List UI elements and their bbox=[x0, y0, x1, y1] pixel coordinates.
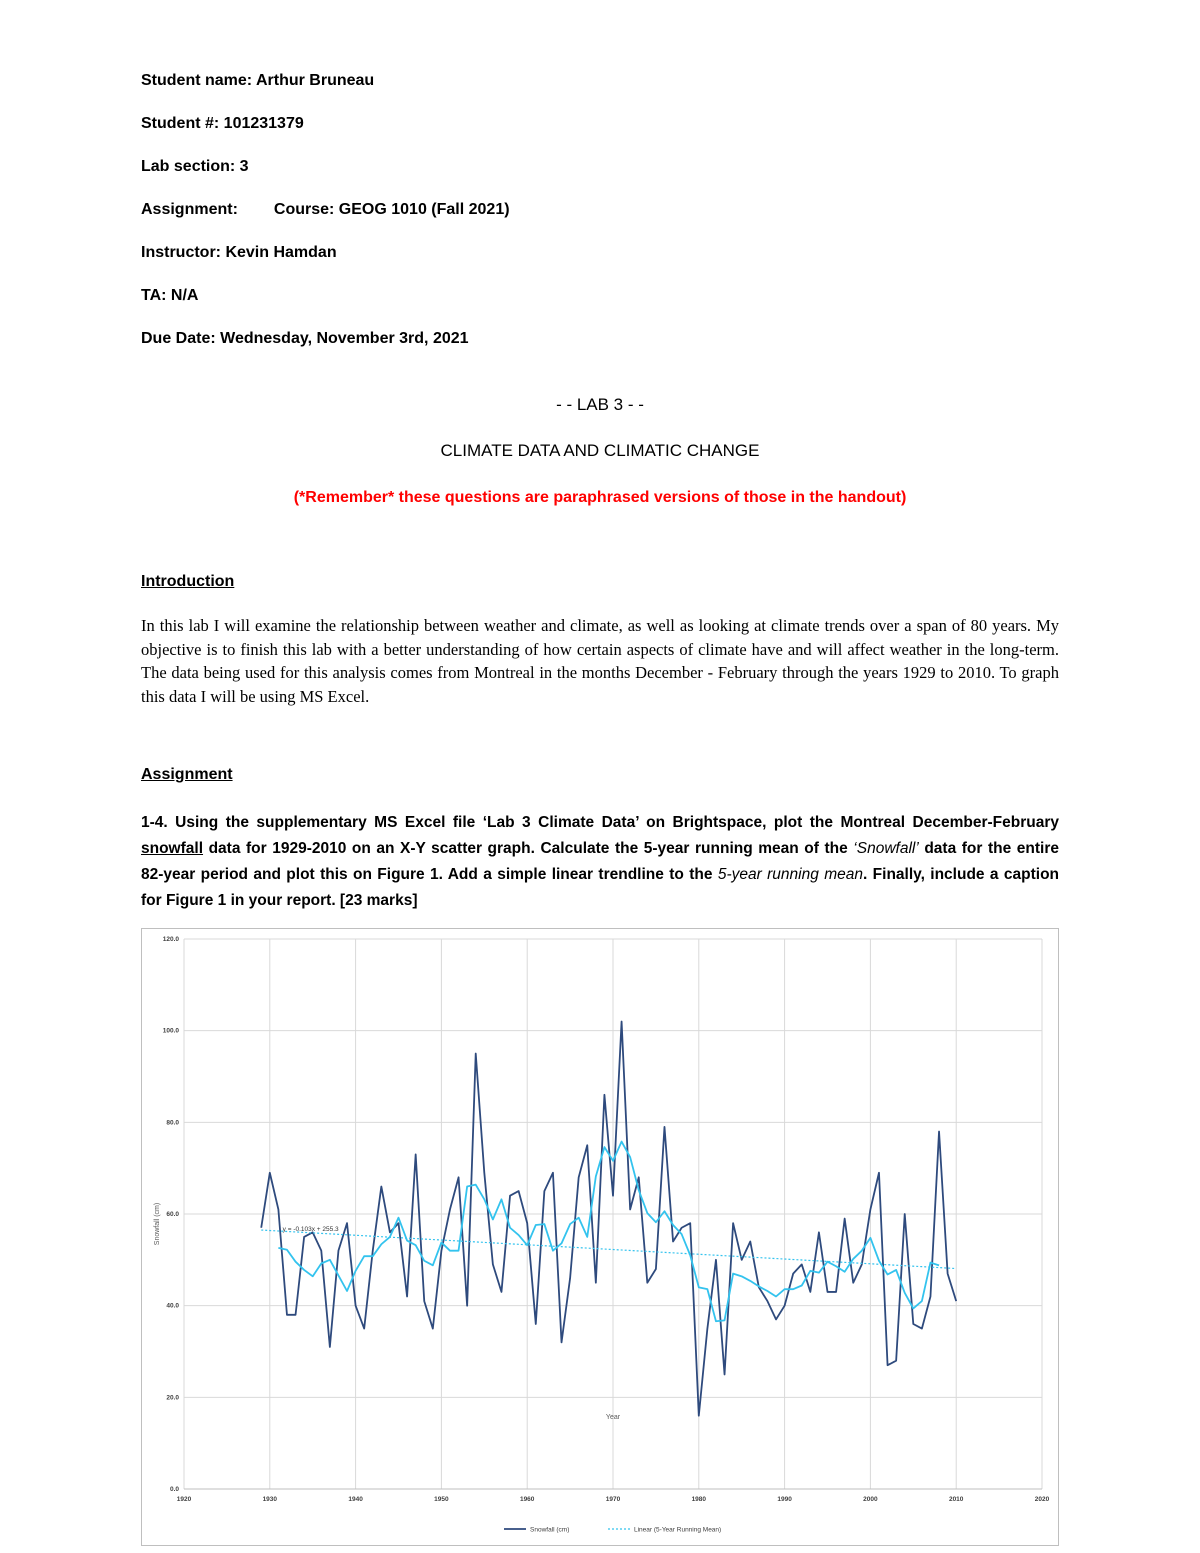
question-1-4 bbox=[141, 810, 1059, 914]
assignment-label: Assignment: bbox=[141, 201, 238, 218]
legend-label-snowfall: Snowfall (cm) bbox=[530, 1526, 570, 1534]
y-tick-label: 120.0 bbox=[162, 936, 179, 943]
snowfall-chart-svg bbox=[142, 929, 1058, 1545]
x-axis-title: Year bbox=[605, 1414, 621, 1421]
x-tick-label: 1950 bbox=[434, 1496, 449, 1503]
x-tick-label: 2010 bbox=[948, 1496, 964, 1503]
student-number: Student #: 101231379 bbox=[141, 115, 304, 132]
due-date: Due Date: Wednesday, November 3rd, 2021 bbox=[141, 330, 469, 347]
x-tick-label: 1980 bbox=[691, 1496, 707, 1503]
y-tick-label: 40.0 bbox=[166, 1302, 179, 1310]
figure-1-chart bbox=[141, 928, 1059, 1546]
y-tick-label: 60.0 bbox=[166, 1211, 179, 1218]
question-text: data for 1929-2010 on an X-Y scatter graph. Calculate the 5-year running mean of the bbox=[203, 840, 854, 857]
y-tick-label: 100.0 bbox=[162, 1027, 179, 1035]
snowfall-series-line bbox=[261, 1022, 956, 1416]
question-text: 1-4. Using the supplementary MS Excel file ‘Lab 3 Climate Data’ on Brightspace, plot the Montreal December-February bbox=[141, 814, 1059, 831]
student-name: Student name: Arthur Bruneau bbox=[141, 72, 375, 89]
x-tick-label: 1990 bbox=[777, 1496, 792, 1503]
paraphrase-note: (*Remember* these questions are paraphrased versions of those in the handout) bbox=[293, 489, 907, 506]
question-text: . Finally, include a caption for Figure 1 in your report. [23 marks] bbox=[141, 866, 1060, 909]
linear-trendline bbox=[261, 1230, 956, 1269]
x-tick-label: 1920 bbox=[176, 1496, 192, 1503]
course-label: Course: GEOG 1010 (Fall 2021) bbox=[273, 201, 510, 218]
lab-title: - - LAB 3 - - bbox=[556, 395, 644, 414]
main-title: CLIMATE DATA AND CLIMATIC CHANGE bbox=[440, 441, 760, 460]
running-mean-series-line bbox=[278, 1142, 939, 1322]
x-tick-label: 1940 bbox=[348, 1496, 363, 1503]
introduction-body: In this lab I will examine the relationship between weather and climate, as well as looking at climate trends over a span of 80 years. My objective is to finish this lab with a better understanding of how certain aspects of climate have and will affect weather in the long-term. The data being used for this analysis comes from Montreal in the months December - February through the years 1929 to 2010. To graph this data I will be using MS Excel. bbox=[141, 616, 1059, 706]
x-tick-label: 1960 bbox=[519, 1496, 535, 1503]
y-axis-title: Snowfall (cm) bbox=[154, 1202, 161, 1246]
x-tick-label: 1930 bbox=[262, 1496, 278, 1503]
question-snowfall-italic: ‘Snowfall’ bbox=[853, 840, 919, 857]
y-tick-label: 20.0 bbox=[166, 1394, 179, 1402]
assignment-line bbox=[141, 201, 510, 219]
x-tick-label: 2000 bbox=[863, 1496, 878, 1503]
y-tick-label: 0.0 bbox=[169, 1486, 179, 1493]
assignment-heading: Assignment bbox=[141, 766, 233, 783]
teaching-assistant: TA: N/A bbox=[141, 287, 199, 304]
trendline-equation: y = -0.103x + 255.3 bbox=[282, 1225, 339, 1233]
introduction-heading: Introduction bbox=[141, 573, 235, 590]
question-text: data for the entire 82-year period and plot this on Figure 1. Add a simple linear trendline to the bbox=[141, 840, 1060, 883]
legend-label-trendline: Linear (5-Year Running Mean) bbox=[634, 1526, 722, 1534]
instructor: Instructor: Kevin Hamdan bbox=[141, 244, 337, 261]
lab-section: Lab section: 3 bbox=[141, 158, 249, 175]
question-running-mean-italic: 5-year running mean bbox=[717, 866, 863, 883]
x-tick-label: 2020 bbox=[1034, 1496, 1050, 1503]
question-snowfall-underlined: snowfall bbox=[141, 840, 204, 857]
x-tick-label: 1970 bbox=[605, 1496, 621, 1503]
y-tick-label: 80.0 bbox=[166, 1119, 179, 1127]
